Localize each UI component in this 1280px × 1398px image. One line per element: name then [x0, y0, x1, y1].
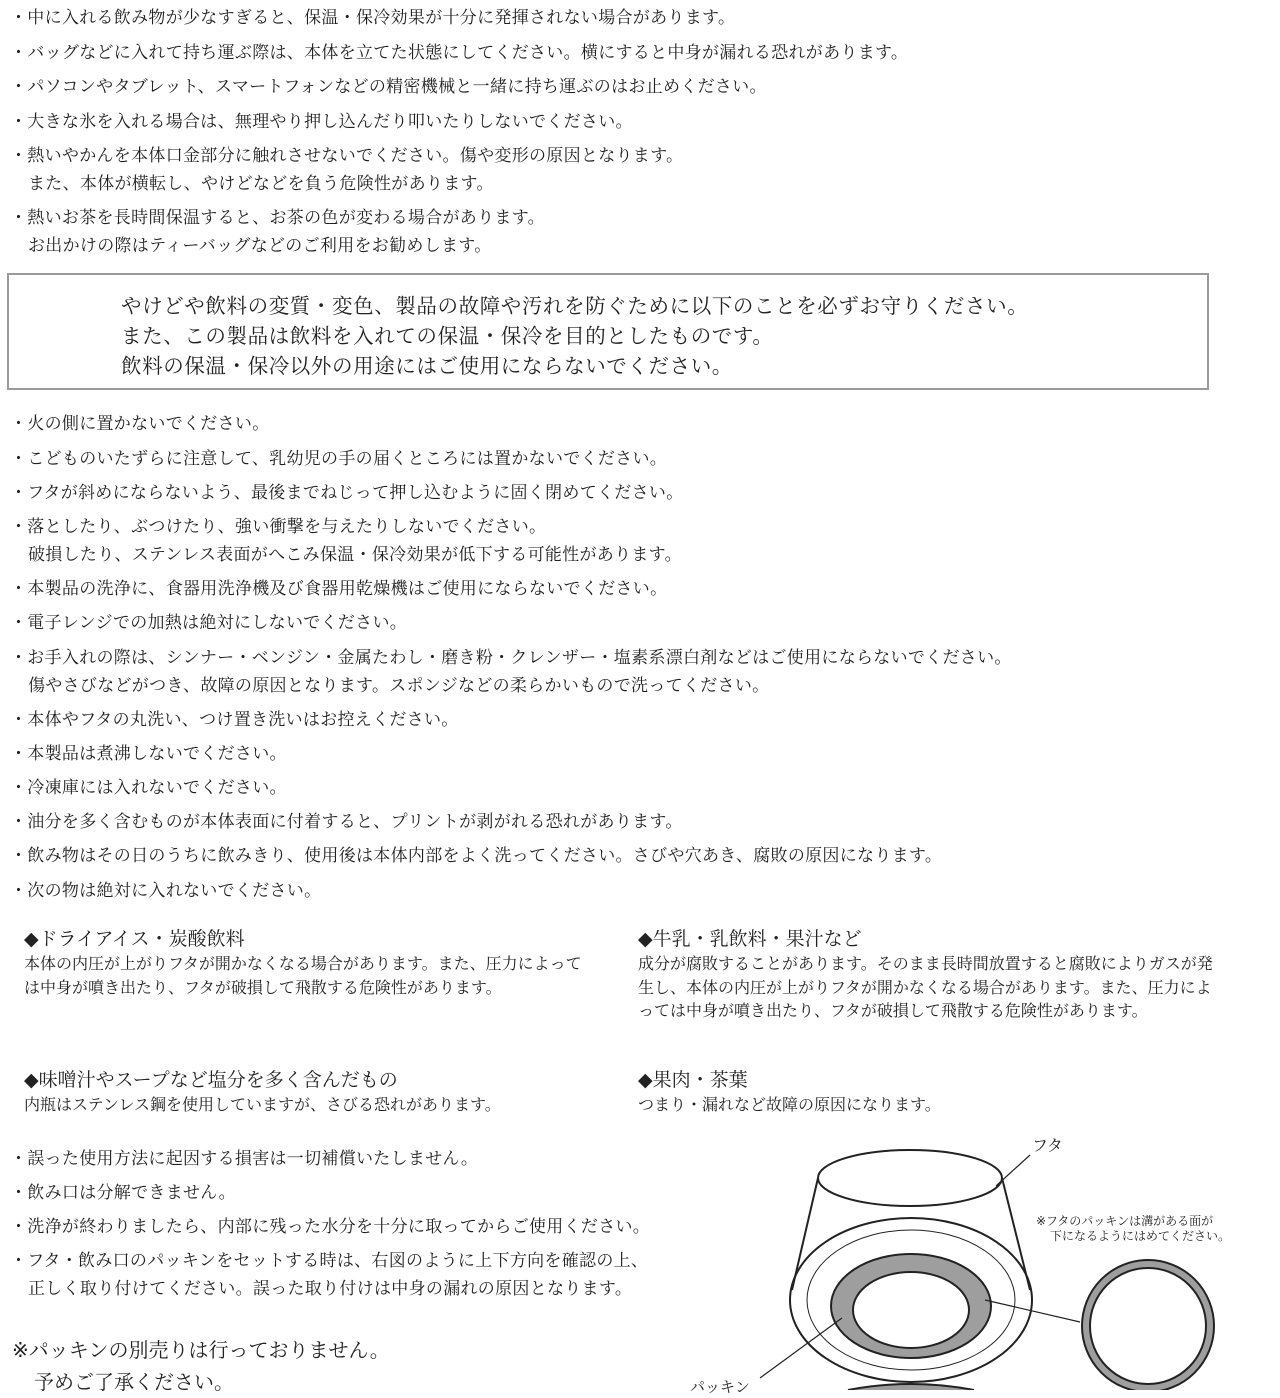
list-item: ・電子レンジでの加熱は絶対にしないでください。	[10, 613, 408, 633]
category-body: 本体の内圧が上がりフタが開かなくなる場合があります。また、圧力によっては中身が噴き出たり、フタが破損して飛散する危険性があります。	[24, 954, 582, 997]
category-heading: ◆味噌汁やスープなど塩分を多く含んだもの	[24, 1069, 398, 1091]
lid-leader-line	[996, 1155, 1030, 1186]
packing-leader-line	[760, 1318, 842, 1378]
list-item: ・お手入れの際は、シンナー・ベンジン・金属たわし・磨き粉・クレンザー・塩素系漂白剤などはご使用にならないでください。	[10, 648, 1012, 668]
lid-label: フタ	[1032, 1136, 1063, 1155]
list-item: ・飲み口は分解できません。	[10, 1183, 236, 1203]
list-item-continuation: 破損したり、ステンレス表面がへこみ保温・保冷効果が低下する可能性があります。	[28, 545, 682, 565]
list-item: ・火の側に置かないでください。	[10, 414, 270, 434]
footnote-line-1: ※パッキンの別売りは行っておりません。	[12, 1338, 390, 1362]
notice-line-1: やけどや飲料の変質・変色、製品の故障や汚れを防ぐために以下のことを必ずお守りください。	[121, 294, 1029, 318]
list-item-continuation: お出かけの際はティーバッグなどのご利用をお勧めします。	[28, 236, 492, 256]
category-body: 成分が腐敗することがあります。そのまま長時間放置すると腐敗によりガスが発生し、本体の内圧が上がりフタが開かなくなる場合があります。また、圧力によっては中身が噴き出たり、フタが破損して飛散する危険性があります。	[638, 954, 1213, 1020]
list-item: ・誤った使用方法に起因する損害は一切補償いたしません。	[10, 1149, 479, 1169]
category-body: つまり・漏れなど故障の原因になります。	[638, 1095, 941, 1114]
list-item: ・冷凍庫には入れないでください。	[10, 778, 287, 798]
list-item: ・次の物は絶対に入れないでください。	[10, 881, 322, 901]
list-item-continuation: 傷やさびなどがつき、故障の原因となります。スポンジなどの柔らかいもので洗ってください。	[28, 676, 770, 696]
list-item: ・落としたり、ぶつけたり、強い衝撃を与えたりしないでください。	[10, 517, 547, 537]
footnote-line-2: 予めご了承ください。	[34, 1370, 234, 1394]
lid-top-outline	[818, 1150, 1002, 1206]
notice-line-2: また、この製品は飲料を入れての保温・保冷を目的としたものです。	[121, 324, 774, 348]
list-item: ・本体やフタの丸洗い、つけ置き洗いはお控えください。	[10, 710, 459, 730]
list-item: ・バッグなどに入れて持ち運ぶ際は、本体を立てた状態にしてください。横にすると中身が漏れる恐れがあります。	[10, 43, 909, 63]
list-item-continuation: 正しく取り付けてください。誤った取り付けは中身の漏れの原因となります。	[28, 1279, 633, 1299]
list-item: ・大きな氷を入れる場合は、無理やり押し込んだり叩いたりしないでください。	[10, 112, 633, 132]
category-heading: ◆牛乳・乳飲料・果汁など	[638, 928, 862, 950]
list-item: ・フタが斜めにならないよう、最後までねじって押し込むように固く閉めてください。	[10, 483, 684, 503]
packing-note	[1036, 1214, 1230, 1244]
packing-note-line-2: 下になるようにはめてください。	[1050, 1229, 1231, 1243]
cup-bottom-partial	[848, 1384, 974, 1390]
list-item-continuation: また、本体が横転し、やけどなどを負う危険性があります。	[28, 174, 494, 194]
list-item: ・こどものいたずらに注意して、乳幼児の手の届くところには置かないでください。	[10, 449, 668, 469]
list-item: ・洗浄が終わりましたら、内部に残った水分を十分に取ってからご使用ください。	[10, 1217, 651, 1237]
list-item: ・本製品は煮沸しないでください。	[10, 744, 287, 764]
packing-detail-inner	[1090, 1268, 1206, 1384]
list-item: ・本製品の洗浄に、食器用洗浄機及び食器用乾燥機はご使用にならないでください。	[10, 579, 668, 599]
list-item: ・熱いやかんを本体口金部分に触れさせないでください。傷や変形の原因となります。	[10, 146, 684, 166]
list-item: ・飲み物はその日のうちに飲みきり、使用後は本体内部をよく洗ってください。さびや穴あき、腐敗の原因になります。	[10, 846, 943, 866]
packing-label: パッキン	[690, 1378, 750, 1396]
category-heading: ◆ドライアイス・炭酸飲料	[24, 928, 245, 950]
packing-note-line-1: ※フタのパッキンは溝がある面が	[1036, 1214, 1214, 1228]
list-item: ・パソコンやタブレット、スマートフォンなどの精密機械と一緒に持ち運ぶのはお止めください。	[10, 77, 767, 97]
list-item: ・熱いお茶を長時間保温すると、お茶の色が変わる場合があります。	[10, 208, 545, 228]
category-heading: ◆果肉・茶葉	[638, 1069, 748, 1091]
list-item: ・中に入れる飲み物が少なすぎると、保温・保冷効果が十分に発揮されない場合があります。	[10, 8, 736, 28]
list-item: ・フタ・飲み口のパッキンをセットする時は、右図のように上下方向を確認の上、	[10, 1251, 649, 1271]
notice-line-3: 飲料の保温・保冷以外の用途にはご使用にならないでください。	[121, 354, 733, 378]
category-body: 内瓶はステンレス鋼を使用していますが、さびる恐れがあります。	[24, 1095, 501, 1114]
lid-packing-hole	[853, 1272, 969, 1348]
list-item: ・油分を多く含むものが本体表面に付着すると、プリントが剥がれる恐れがあります。	[10, 812, 683, 832]
